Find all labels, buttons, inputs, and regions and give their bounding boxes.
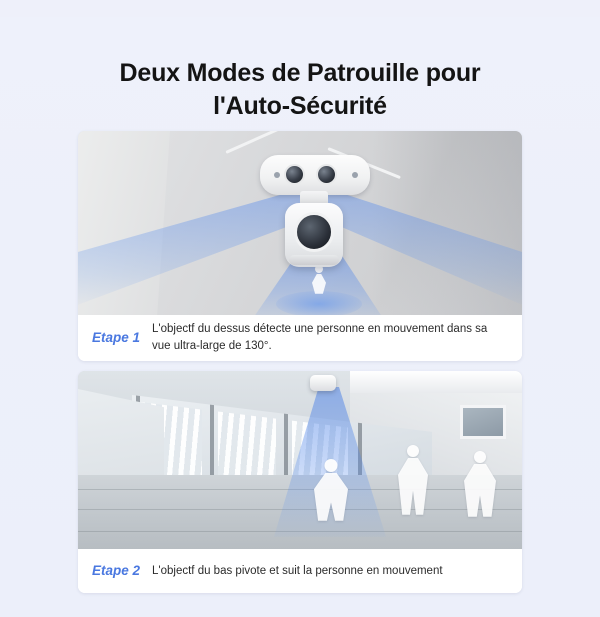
roof-line — [350, 371, 522, 393]
person-body — [314, 473, 348, 521]
patio-tracking-photo — [78, 371, 522, 549]
ir-led-left-icon — [274, 172, 280, 178]
camera-on-wall-photo — [78, 131, 522, 315]
person-body — [464, 464, 496, 517]
person-head — [325, 459, 338, 472]
upper-lens-2 — [316, 164, 337, 185]
person-body — [398, 458, 428, 515]
page-title-line-1: Deux Modes de Patrouille pour — [119, 58, 481, 87]
person-head — [407, 445, 419, 457]
person-body — [312, 274, 326, 294]
lower-lens — [294, 212, 334, 252]
step-1-text: L'objectf du dessus détecte une personne en mouvement dans sa vue ultra-large de 130°. — [152, 323, 488, 352]
page-title — [0, 17, 600, 123]
step-card-2 — [78, 371, 522, 593]
walking-person-figure-2 — [464, 451, 496, 517]
step-2-text: L'objectf du bas pivote et suit la personne en mouvement — [152, 564, 443, 577]
lower-camera-module — [285, 203, 343, 267]
person-head — [474, 451, 486, 463]
mounted-camera — [310, 375, 336, 391]
detected-person-figure — [309, 265, 329, 299]
tracked-person-figure — [314, 459, 348, 521]
walking-person-figure-1 — [398, 445, 428, 515]
page-title-line-2: l'Auto-Sécurité — [213, 91, 387, 120]
upper-camera-module — [260, 155, 370, 195]
house-window — [460, 405, 506, 439]
step-1-caption — [78, 315, 522, 361]
step-2-caption — [78, 549, 522, 593]
ir-led-right-icon — [352, 172, 358, 178]
step-1-label: Etape 1 — [92, 330, 141, 346]
step-card-1 — [78, 131, 522, 361]
step-2-label: Etape 2 — [92, 563, 141, 579]
product-feature-page — [0, 17, 600, 617]
upper-lens-1 — [284, 164, 305, 185]
lower-camera-base — [289, 255, 339, 265]
